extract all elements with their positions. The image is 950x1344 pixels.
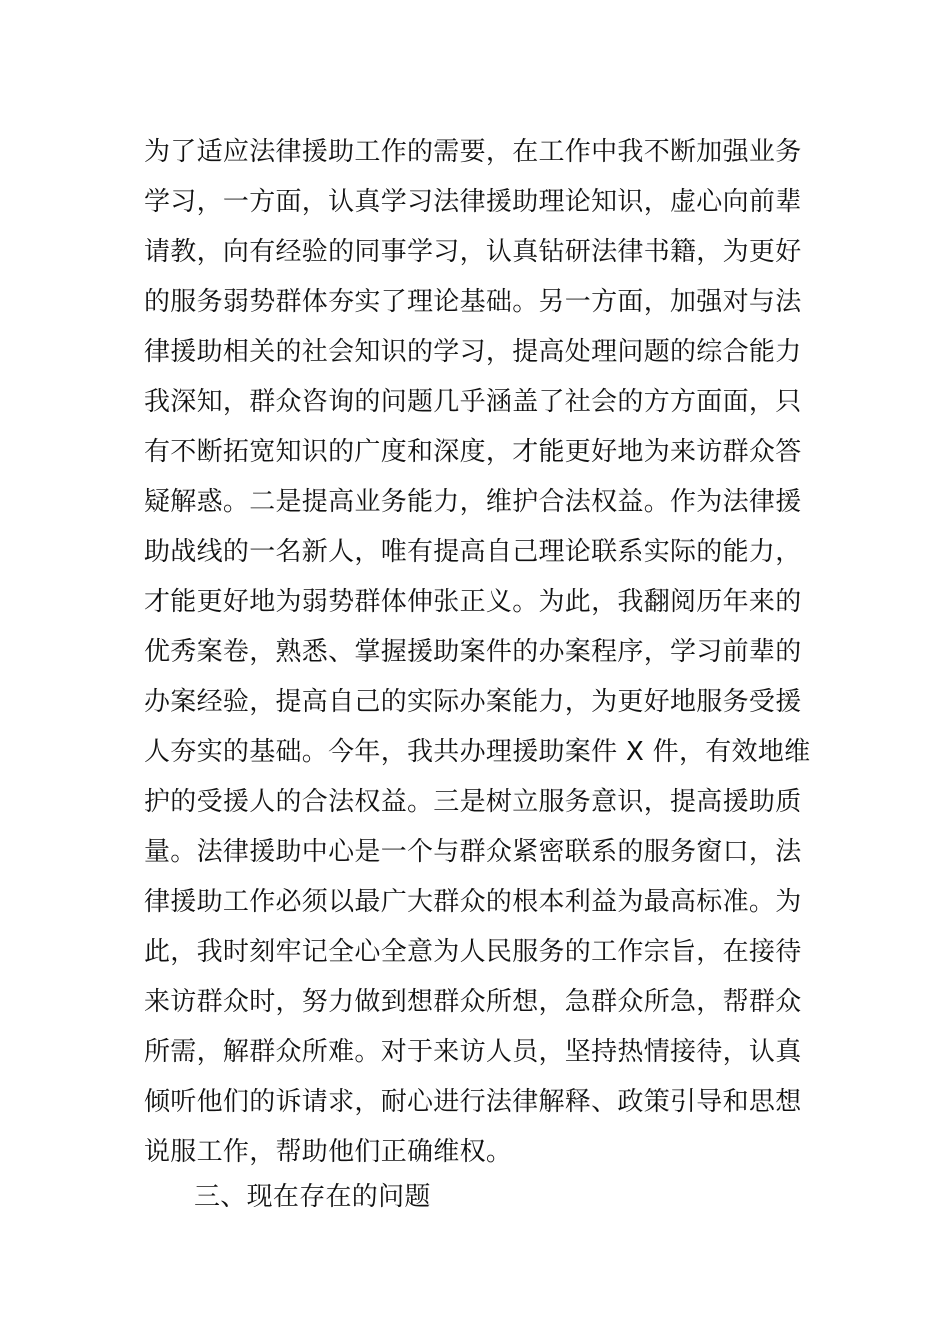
text-line: 说服工作，帮助他们正确维权。 bbox=[144, 1137, 513, 1167]
text-line: 我深知，群众咨询的问题几乎涵盖了社会的方方面面，只 bbox=[144, 387, 802, 417]
text-line: 请教，向有经验的同事学习，认真钻研法律书籍，为更好 bbox=[144, 237, 802, 267]
section-heading: 三、现在存在的问题 bbox=[194, 1182, 431, 1212]
text-line: 护的受援人的合法权益。三是树立服务意识，提高援助质 bbox=[144, 787, 802, 817]
text-line: 量。法律援助中心是一个与群众紧密联系的服务窗口，法 bbox=[144, 837, 802, 867]
text-line: 办案经验，提高自己的实际办案能力，为更好地服务受援 bbox=[144, 687, 802, 717]
text-line: 助战线的一名新人，唯有提高自己理论联系实际的能力， bbox=[144, 537, 802, 567]
text-line: 来访群众时，努力做到想群众所想，急群众所急，帮群众 bbox=[144, 987, 802, 1017]
text-line: 律援助工作必须以最广大群众的根本利益为最高标准。为 bbox=[144, 887, 802, 917]
text-line: 为了适应法律援助工作的需要，在工作中我不断加强业务 bbox=[144, 137, 802, 167]
text-line: 人夯实的基础。今年，我共办理援助案件 X 件，有效地维 bbox=[144, 737, 811, 767]
text-line: 倾听他们的诉请求，耐心进行法律解释、政策引导和思想 bbox=[144, 1087, 802, 1117]
text-line: 的服务弱势群体夯实了理论基础。另一方面，加强对与法 bbox=[144, 287, 802, 317]
text-line: 此，我时刻牢记全心全意为人民服务的工作宗旨，在接待 bbox=[144, 937, 802, 967]
body-paragraph bbox=[144, 127, 814, 1177]
text-line: 学习，一方面，认真学习法律援助理论知识，虚心向前辈 bbox=[144, 187, 802, 217]
text-line: 才能更好地为弱势群体伸张正义。为此，我翻阅历年来的 bbox=[144, 587, 802, 617]
text-line: 律援助相关的社会知识的学习，提高处理问题的综合能力 bbox=[144, 337, 802, 367]
text-line: 有不断拓宽知识的广度和深度，才能更好地为来访群众答 bbox=[144, 437, 802, 467]
text-line: 优秀案卷，熟悉、掌握援助案件的办案程序，学习前辈的 bbox=[144, 637, 802, 667]
text-line: 疑解惑。二是提高业务能力，维护合法权益。作为法律援 bbox=[144, 487, 802, 517]
text-line: 所需，解群众所难。对于来访人员，坚持热情接待，认真 bbox=[144, 1037, 802, 1067]
